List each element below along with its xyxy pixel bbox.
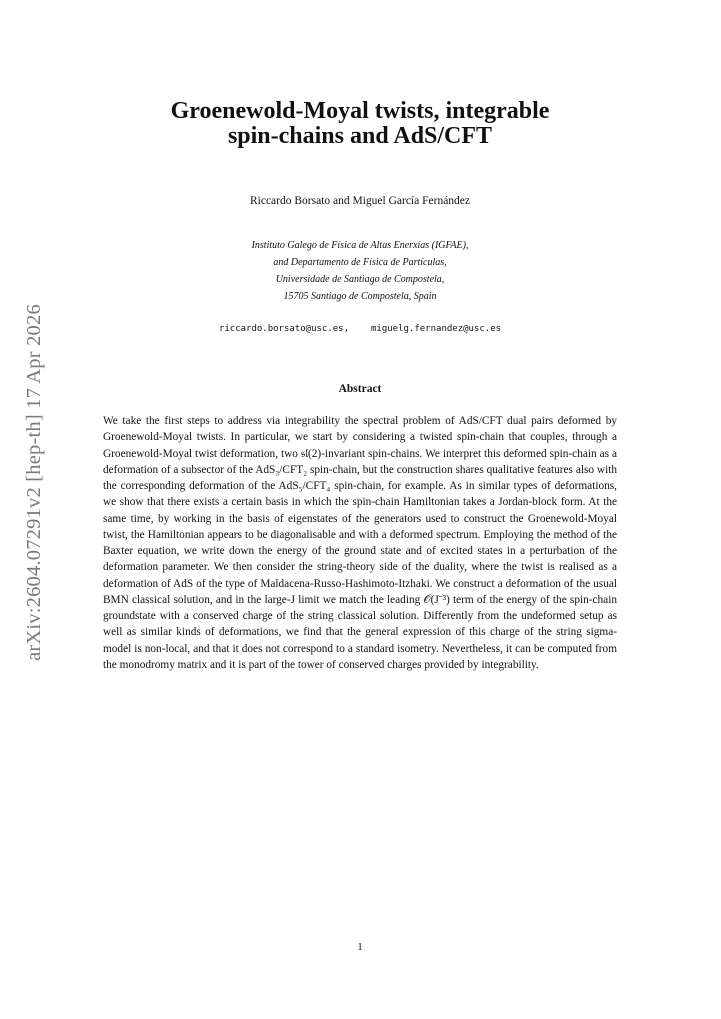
affiliation-line: Instituto Galego de Física de Altas Enerxías (IGFAE), [251,240,469,251]
affiliation-line: Universidade de Santiago de Compostela, [275,274,445,285]
author-emails [80,324,640,334]
paper-authors: Riccardo Borsato and Miguel García Fernández [249,195,471,207]
title-line-1: Groenewold-Moyal twists, integrable [170,98,550,124]
arxiv-identifier-stamp [14,292,54,672]
email-garcia-fernandez: miguelg.fernandez@usc.es [371,324,502,334]
affiliation-line: and Departamento de Física de Partículas, [273,257,447,268]
author-affiliation [80,237,640,305]
abstract-body: We take the first steps to address via integrability the spectral problem of AdS/CFT dual pairs deformed by Groenewold-Moyal twists. In particular, we start by considering a twisted spin-chain that couples, through a Groenewold-Moyal twist deformation, two 𝔰𝔩(2)-invariant spin-chains. We interpret this deformed spin-chain as a deformation of a subsector of the AdS₃/CFT₂ spin-chain, but the construction shares qualitative features also with the corresponding deformation of the AdS₅/CFT₄ spin-chain, for example. As in similar types of deformations, we show that there exists a certain basis in which the spin-chain Hamiltonian takes a Jordan-block form. At the same time, by working in the basis of eigenstates of the generators used to construct the Groenewold-Moyal twist, the Hamiltonian appears to be diagonalisable and with a deformed spectrum. Employing the method of the Baxter equation, we write down the energy of the ground state and of excited states in a perturbation of the deformation parameter. We then consider the string-theory side of the duality, where the twist is realised as a deformation of AdS of the type of Maldacena-Russo-Hashimoto-Itzhaki. We construct a deformation of the usual BMN classical solution, and in the large-J limit we match the leading 𝒪(J⁻³) term of the energy of the spin-chain groundstate with a conserved charge of the string classical solution. Differently from the undeformed setup as well as similar kinds of deformations, we find that the general expression of this charge of the string sigma-model is non-local, and that it does not correspond to a standard isometry. Nevertheless, it can be computed from the monodromy matrix and it is part of the tower of conserved charges provided by integrability. [103,415,617,671]
paper-title [80,99,640,149]
email-borsato: riccardo.borsato@usc.es, [218,324,349,334]
abstract-heading: Abstract [338,383,382,395]
page-number: 1 [357,941,363,953]
arxiv-identifier-text: arXiv:2604.07291v2 [hep-th] 17 Apr 2026 [22,303,45,661]
title-line-2: spin-chains and AdS/CFT [227,123,493,149]
affiliation-line: 15705 Santiago de Compostela, Spain [283,291,437,302]
